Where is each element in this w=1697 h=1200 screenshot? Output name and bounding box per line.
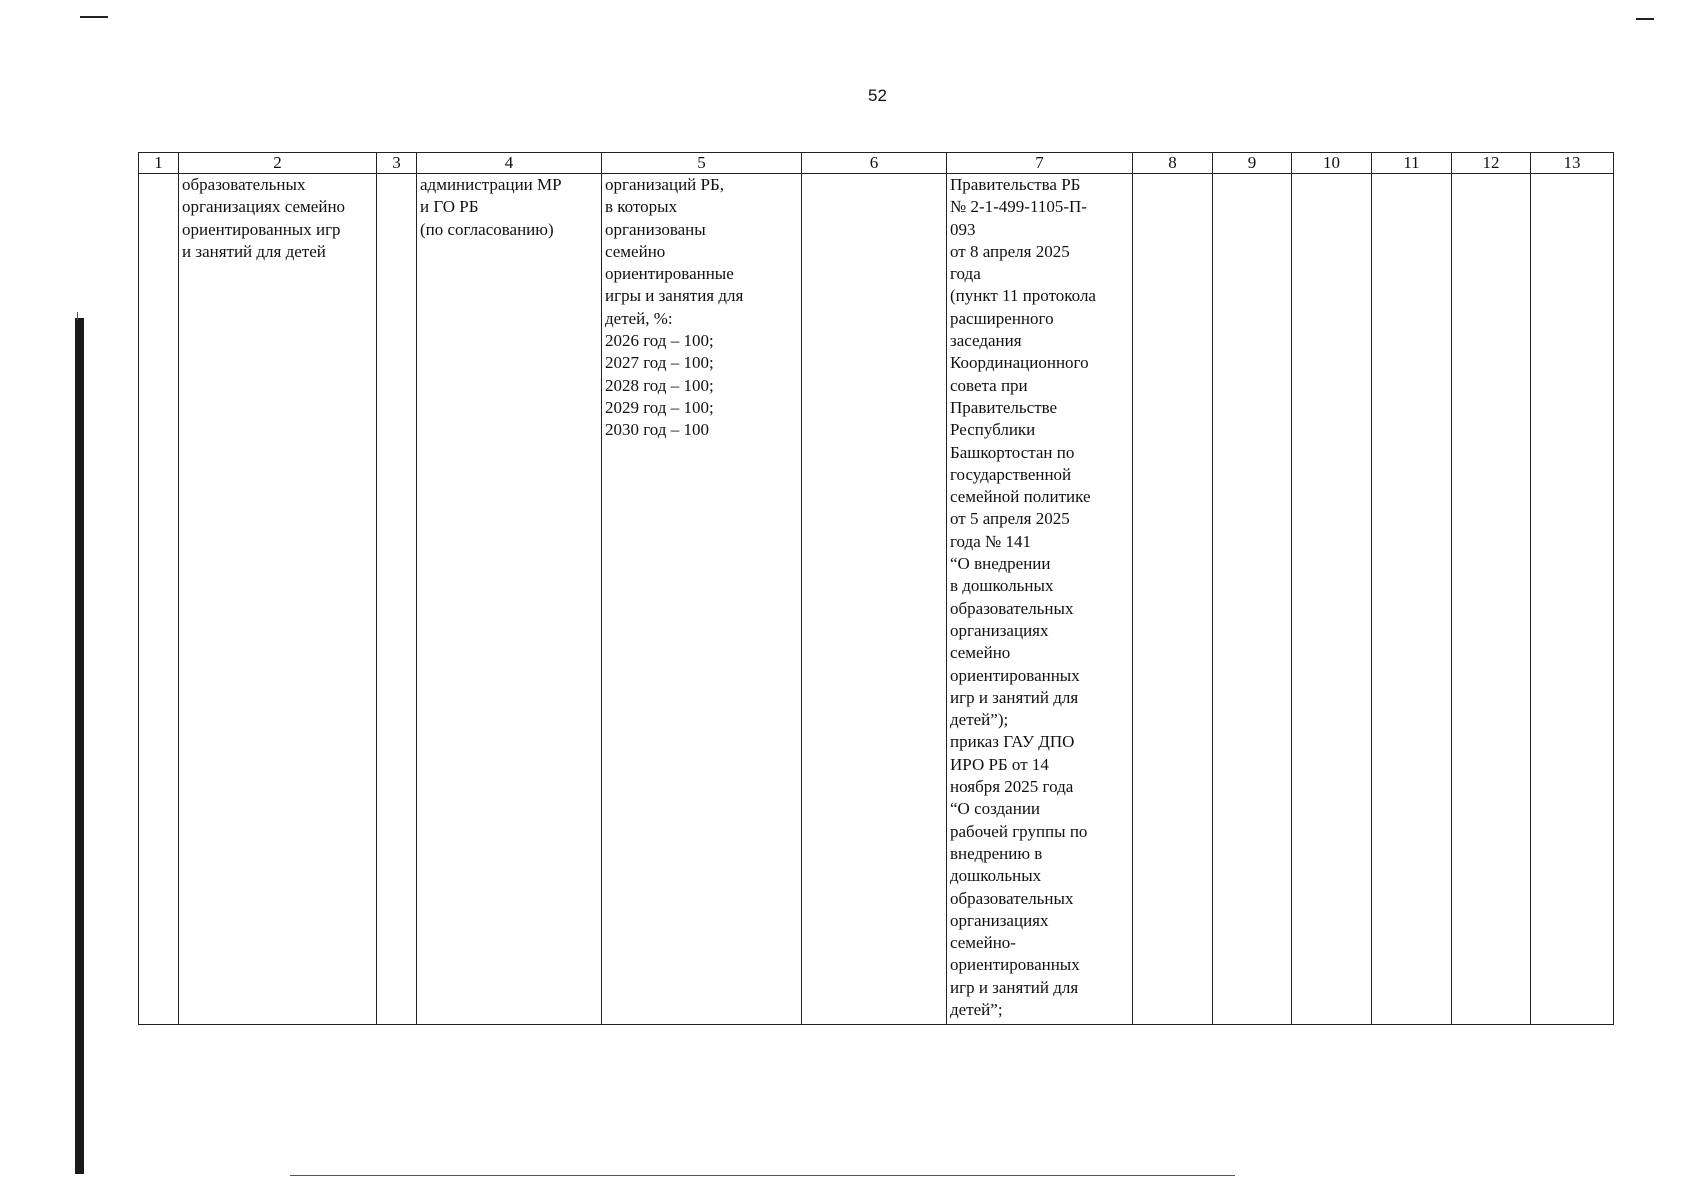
column-number-header: 5: [602, 153, 802, 174]
column-number-header: 2: [179, 153, 377, 174]
page-number: 52: [868, 86, 887, 105]
column-number-header: 4: [417, 153, 602, 174]
scan-bottom-line: [290, 1175, 1235, 1176]
column-number-header: 9: [1213, 153, 1292, 174]
column-number-header: 6: [802, 153, 947, 174]
scan-binding-shadow: [75, 318, 84, 1174]
table-cell-basis-documents: Правительства РБ № 2-1-499-1105-П- 093 от 8 апреля 2025 года (пункт 11 протокола расширенного заседания Координационного совета при Правительстве Республики Башкортостан по государственной семейной политике от 5 апреля 2025 года № 141 “О внедрении в дошкольных образовательных организациях семейно ориентированных игр и занятий для детей”); приказ ГАУ ДПО ИРО РБ от 14 ноября 2025 года “О создании рабочей группы по внедрению в дошкольных образовательных организациях семейно- ориентированных игр и занятий для детей”;: [947, 174, 1133, 1025]
column-number-header: 1: [139, 153, 179, 174]
table-cell-col12: [1452, 174, 1531, 1025]
column-number-header: 3: [377, 153, 417, 174]
document-table: [138, 152, 1614, 1025]
column-number-header: 13: [1531, 153, 1614, 174]
table-cell-responsible: администрации МР и ГО РБ (по согласованию): [417, 174, 602, 1025]
scan-edge-mark-top-left: [80, 16, 108, 18]
table-cell-col11: [1372, 174, 1452, 1025]
table-cell-col10: [1292, 174, 1372, 1025]
column-number-header: 8: [1133, 153, 1213, 174]
table-row: [139, 174, 1614, 1025]
table-cell-col9: [1213, 174, 1292, 1025]
scan-binding-shadow-thin: [77, 312, 78, 320]
column-number-header: 10: [1292, 153, 1372, 174]
column-number-header: 7: [947, 153, 1133, 174]
table-cell-col6: [802, 174, 947, 1025]
table-cell-event-name: образовательных организациях семейно ориентированных игр и занятий для детей: [179, 174, 377, 1025]
table-cell-indicator: организаций РБ, в которых организованы семейно ориентированные игры и занятия для детей, %: 2026 год – 100; 2027 год – 100; 2028 год – 100; 2029 год – 100; 2030 год – 100: [602, 174, 802, 1025]
table-cell-col13: [1531, 174, 1614, 1025]
scan-edge-mark-top-right: [1636, 18, 1654, 20]
table-cell-col8: [1133, 174, 1213, 1025]
column-number-row: [139, 153, 1614, 174]
column-number-header: 11: [1372, 153, 1452, 174]
table-cell-number: [139, 174, 179, 1025]
table-cell-col3: [377, 174, 417, 1025]
column-number-header: 12: [1452, 153, 1531, 174]
